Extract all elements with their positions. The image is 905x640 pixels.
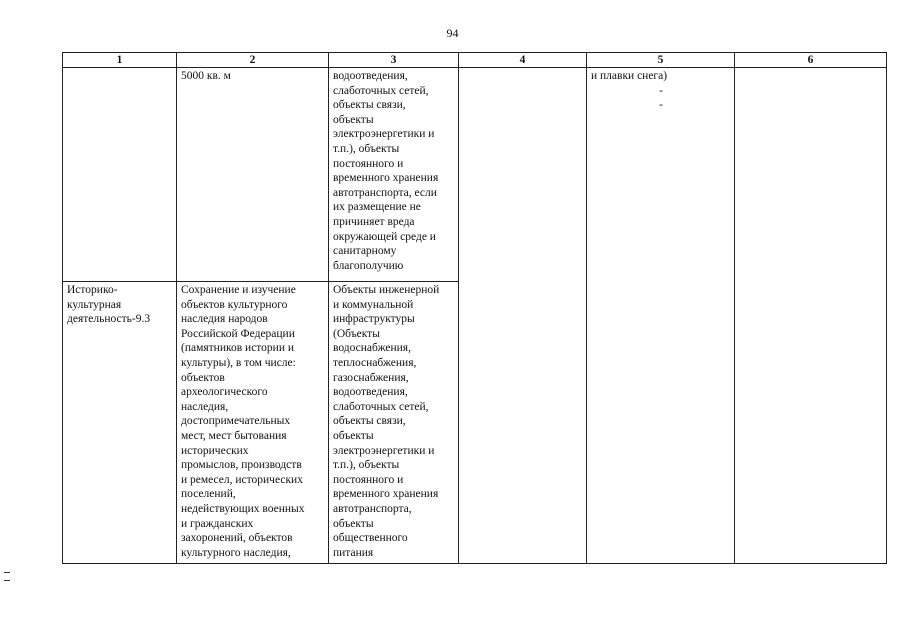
row1-area-cell: 5000 кв. м [177, 68, 329, 282]
column4-cell [459, 68, 587, 564]
column-header-6: 6 [735, 53, 887, 68]
column5-cell [587, 68, 735, 564]
column6-cell [735, 68, 887, 564]
margin-mark [4, 572, 10, 573]
column-header-4: 4 [459, 53, 587, 68]
row1-col1-cell [63, 68, 177, 282]
table-row [63, 68, 887, 282]
row2-activity-cell: Историко- культурная деятельность-9.3 [63, 282, 177, 564]
column5-text: и плавки снега) [591, 70, 668, 82]
column-header-3: 3 [329, 53, 459, 68]
document-table [62, 52, 887, 564]
row2-objects-cell: Объекты инженерной и коммунальной инфраструктуры (Объекты водоснабжения, теплоснабжения, газоснабжения, водоотведения, слаботочных сетей, объекты связи, объекты электроэнергетики и т.п.), объекты постоянного и временного хранения автотранспорта, объекты общественного питания [329, 282, 459, 564]
header-row [63, 53, 887, 68]
dash-mark: - [659, 99, 663, 112]
row1-objects-cell: водоотведения, слаботочных сетей, объекты связи, объекты электроэнергетики и т.п.), объекты постоянного и временного хранения автотранспорта, если их размещение не причиняет вреда окружающей среде и санитарному благополучию [329, 68, 459, 282]
column-header-1: 1 [63, 53, 177, 68]
dash-mark: - [659, 84, 663, 97]
column-header-5: 5 [587, 53, 735, 68]
column-header-2: 2 [177, 53, 329, 68]
margin-mark [4, 580, 10, 581]
row2-description-cell: Сохранение и изучение объектов культурного наследия народов Российской Федерации (памятников истории и культуры), в том числе: объектов археологического наследия, достопримечательных мест, мест бытования исторических промыслов, производств и ремесел, исторических поселений, недействующих военных и гражданских захоронений, объектов культурного наследия, [177, 282, 329, 564]
page-number: 94 [446, 26, 459, 40]
